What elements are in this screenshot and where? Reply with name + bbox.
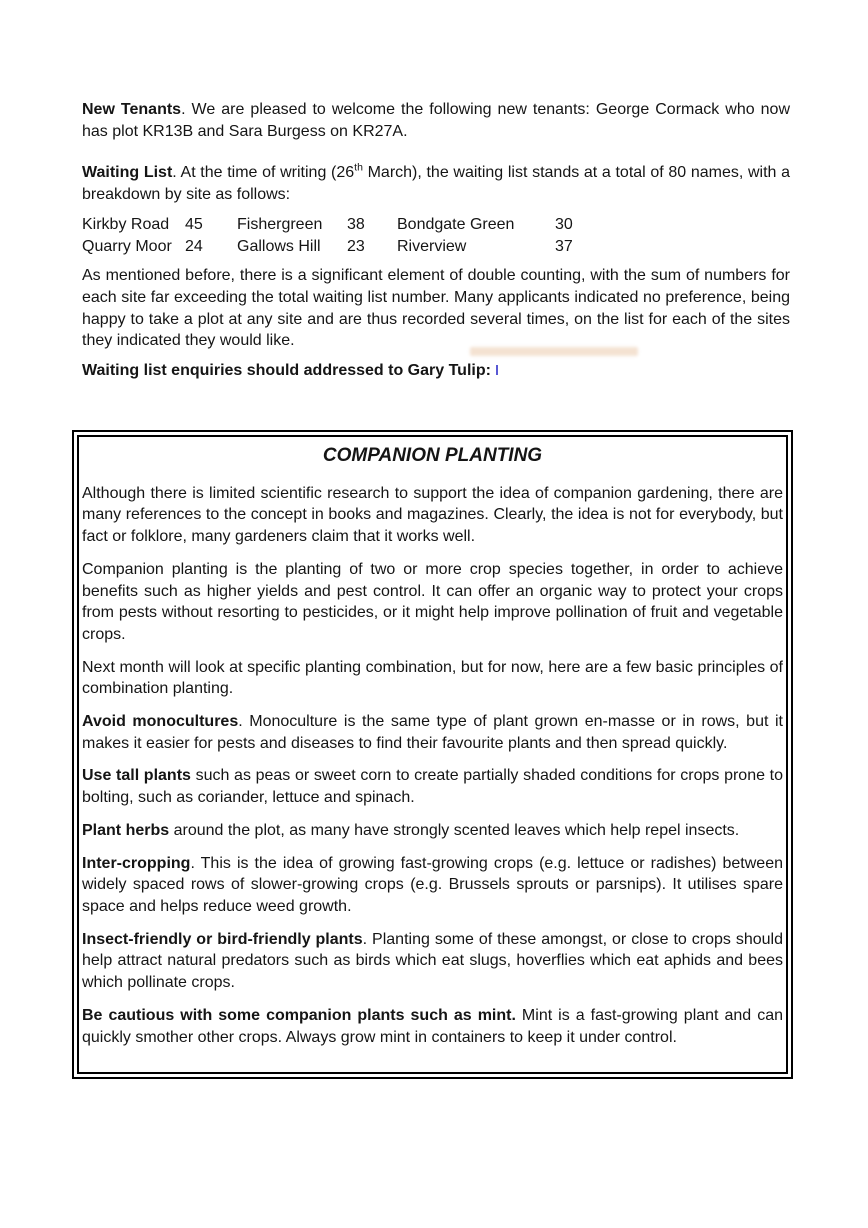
- box-paragraph: [82, 559, 783, 646]
- double-counting-paragraph: [82, 265, 790, 352]
- double-counting-text: As mentioned before, there is a significant element of double counting, with the sum of numbers for each site far exceeding the total waiting list number. Many applicants indicated no preference, being happy to take a plot at any site and are thus recorded several times, on the list for each of the sites they indicated they would like.: [82, 267, 790, 350]
- page-content: [82, 99, 790, 1079]
- box-paragraph-lead: Plant herbs: [82, 821, 170, 839]
- box-paragraph-text: around the plot, as many have strongly scented leaves which help repel insects.: [169, 821, 740, 839]
- new-tenants-lead: New Tenants: [82, 101, 182, 118]
- companion-planting-box: [72, 430, 793, 1079]
- box-paragraph-lead: Insect-friendly or bird-friendly plants: [82, 930, 363, 948]
- box-paragraph-text: Although there is limited scientific research to support the idea of companion gardening, there are many references to the concept in books and magazines. Clearly, the idea is not for everybody, but fact or folklore, many gardeners claim that it works well.: [82, 484, 783, 546]
- box-paragraph: [82, 711, 783, 754]
- box-paragraph-text: Next month will look at specific planting combination, but for now, here are a few basic principles of combination planting.: [82, 658, 783, 698]
- site-name: Gallows Hill: [237, 237, 321, 255]
- site-count: 38: [347, 215, 365, 233]
- site-name: Fishergreen: [237, 215, 323, 233]
- table-row: [82, 236, 790, 258]
- box-paragraph: [82, 765, 783, 808]
- waiting-list-text-1: . At the time of writing (26: [172, 164, 355, 182]
- site-count: 37: [555, 237, 573, 255]
- site-count: 23: [347, 237, 365, 255]
- box-title: COMPANION PLANTING: [322, 444, 543, 466]
- box-paragraph: [82, 853, 783, 918]
- enquiries-line: [82, 360, 790, 382]
- site-name: Kirkby Road: [82, 215, 170, 233]
- box-paragraph-text: . Monoculture is the same type of plant grown en-masse or in rows, but it makes it easier for pests and diseases to find their favourite plants and then spread quickly.: [82, 713, 784, 752]
- site-count: 30: [555, 215, 573, 233]
- ordinal-superscript: th: [354, 162, 363, 175]
- box-paragraph-text: Mint is a fast-growing plant and can quickly smother other crops. Always grow mint in containers to keep it under control.: [82, 1006, 783, 1046]
- box-paragraph-text: . Planting some of these amongst, or close to crops should help attract natural predators such as birds which eat slugs, hoverflies which eat aphids and bees which pollinate crops.: [82, 930, 783, 992]
- box-paragraph-text: . This is the idea of growing fast-growing crops (e.g. lettuce or radishes) between widely spaced rows of slower-growing crops (e.g. Brussels sprouts or parsnips). It utilises spare space and helps reduce weed growth.: [82, 854, 783, 915]
- new-tenants-paragraph: [82, 99, 790, 142]
- box-paragraph: [82, 657, 783, 700]
- box-paragraph-text: Companion planting is the planting of two or more crop species together, in order to achieve benefits such as higher yields and pest control. It can offer an organic way to protect your crops from pests without resorting to pesticides, or it might help improve pollination of fruit and vegetable crops.: [82, 560, 783, 643]
- companion-planting-box-inner: [77, 435, 788, 1074]
- waiting-list-lead: Waiting List: [82, 164, 173, 182]
- site-name: Quarry Moor: [82, 237, 172, 255]
- site-name: Bondgate Green: [397, 215, 515, 233]
- box-paragraph: [82, 1005, 783, 1048]
- box-paragraph-lead: Use tall plants: [82, 767, 191, 785]
- site-count: 24: [185, 237, 203, 255]
- box-paragraph-lead: Avoid monocultures: [82, 713, 239, 731]
- site-count: 45: [185, 215, 203, 233]
- hyperlink-remnant-artifact: [496, 365, 498, 375]
- waiting-list-table: [82, 214, 790, 257]
- box-paragraph: [82, 820, 783, 842]
- box-paragraph-text: such as peas or sweet corn to create partially shaded conditions for crops prone to bolting, such as coriander, lettuce and spinach.: [82, 767, 783, 807]
- new-tenants-text: . We are pleased to welcome the following new tenants: George Cormack who now has plot KR13B and Sara Burgess on KR27A.: [82, 101, 791, 140]
- box-paragraph-lead: Be cautious with some companion plants such as mint.: [82, 1006, 516, 1024]
- enquiries-text: Waiting list enquiries should addressed to Gary Tulip:: [82, 362, 491, 380]
- box-paragraph: [82, 929, 783, 994]
- waiting-list-text-2: March), the waiting list stands at a total of 80 names, with a breakdown by site as follows:: [82, 164, 791, 204]
- waiting-list-paragraph: [82, 162, 790, 205]
- box-paragraph: [82, 483, 783, 548]
- site-name: Riverview: [397, 237, 467, 255]
- table-row: [82, 214, 790, 236]
- box-paragraph-lead: Inter-cropping: [82, 854, 191, 872]
